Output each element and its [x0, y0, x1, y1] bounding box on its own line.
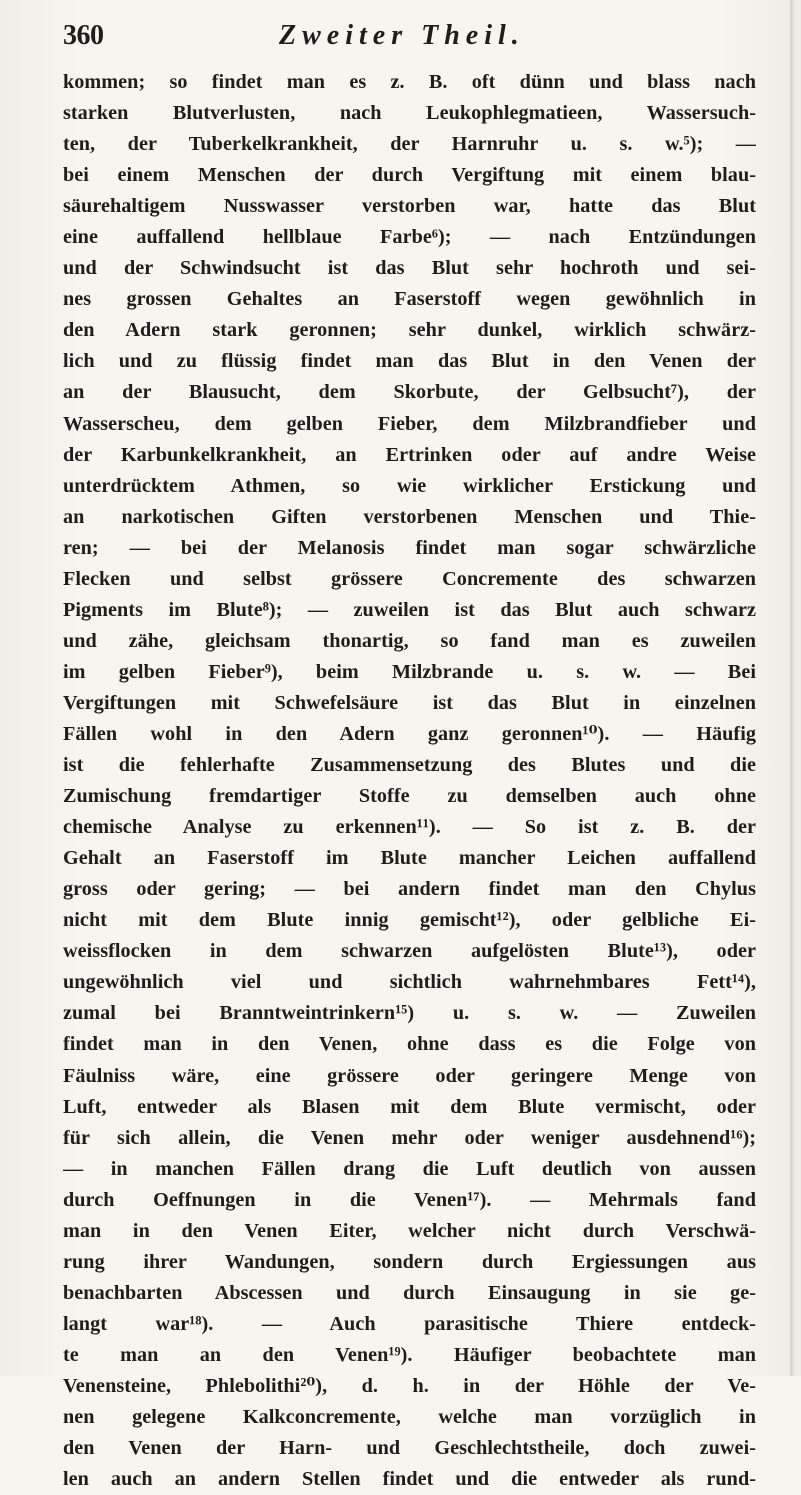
text-line: bei einem Menschen der durch Vergiftung mit einem blau-	[63, 164, 756, 187]
text-line: nen gelegene Kalkconcremente, welche man vorzüglich in	[63, 1406, 756, 1429]
text-line: man in den Venen Eiter, welcher nicht durch Verschwä-	[63, 1219, 756, 1242]
text-line: kommen; so findet man es z. B. oft dünn und blass nach	[63, 71, 756, 93]
page-number: 360	[63, 20, 104, 51]
text-line: nes grossen Gehaltes an Faserstoff wegen gewöhnlich in	[63, 288, 756, 311]
text-line: — in manchen Fällen drang die Luft deutlich von aussen	[63, 1157, 756, 1180]
text-line: Flecken und selbst grössere Concremente des schwarzen	[63, 567, 756, 590]
text-line: und zähe, gleichsam thonartig, so fand man es zuweilen	[63, 629, 756, 652]
text-line: weissflocken in dem schwarzen aufgelösten Blute¹³), oder	[63, 940, 756, 963]
body-text	[63, 67, 756, 1495]
text-line: Luft, entweder als Blasen mit dem Blute vermischt, oder	[63, 1095, 756, 1118]
running-head: Zweiter Theil.	[279, 20, 525, 51]
text-line: unterdrücktem Athmen, so wie wirklicher Erstickung und	[63, 474, 756, 497]
text-line: der Karbunkelkrankheit, an Ertrinken oder auf andre Weise	[63, 443, 756, 466]
text-line: len auch an andern Stellen findet und die entweder als rund-	[63, 1468, 756, 1491]
text-line: eine auffallend hellblaue Farbe⁶); — nach Entzündungen	[63, 226, 756, 249]
text-line: chemische Analyse zu erkennen¹¹). — So ist z. B. der	[63, 816, 756, 839]
text-line: Wasserscheu, dem gelben Fieber, dem Milzbrandfieber und	[63, 412, 756, 435]
text-line: ren; — bei der Melanosis findet man sogar schwärzliche	[63, 536, 756, 559]
text-line: lich und zu flüssig findet man das Blut in den Venen der	[63, 350, 756, 373]
text-line: langt war¹⁸). — Auch parasitische Thiere entdeck-	[63, 1312, 756, 1335]
text-line: rung ihrer Wandungen, sondern durch Ergiessungen aus	[63, 1250, 756, 1273]
text-line: ungewöhnlich viel und sichtlich wahrnehmbares Fett¹⁴),	[63, 971, 756, 994]
text-line: ten, der Tuberkelkrankheit, der Harnruhr u. s. w.⁵); —	[63, 133, 756, 156]
text-line: für sich allein, die Venen mehr oder weniger ausdehnend¹⁶);	[63, 1126, 756, 1149]
text-line: zumal bei Branntweintrinkern¹⁵) u. s. w. — Zuweilen	[63, 1002, 756, 1025]
text-line: den Venen der Harn- und Geschlechtstheile, doch zuwei-	[63, 1437, 756, 1460]
text-line: te man an den Venen¹⁹). Häufiger beobachtete man	[63, 1343, 756, 1366]
text-line: an narkotischen Giften verstorbenen Menschen und Thie-	[63, 505, 756, 528]
text-line: Fällen wohl in den Adern ganz geronnen¹⁰). — Häufig	[63, 722, 756, 745]
text-line: gross oder gering; — bei andern findet man den Chylus	[63, 878, 756, 901]
text-line: Fäulniss wäre, eine grössere oder geringere Menge von	[63, 1064, 756, 1087]
text-line: findet man in den Venen, ohne dass es die Folge von	[63, 1033, 756, 1056]
text-line: im gelben Fieber⁹), beim Milzbrande u. s. w. — Bei	[63, 660, 756, 683]
text-line: nicht mit dem Blute innig gemischt¹²), oder gelbliche Ei-	[63, 909, 756, 932]
text-line: an der Blausucht, dem Skorbute, der Gelbsucht⁷), der	[63, 381, 756, 404]
text-line: benachbarten Abscessen und durch Einsaugung in sie ge-	[63, 1281, 756, 1304]
text-line: Zumischung fremdartiger Stoffe zu demselben auch ohne	[63, 785, 756, 808]
text-line: säurehaltigem Nusswasser verstorben war, hatte das Blut	[63, 195, 756, 218]
text-line: Gehalt an Faserstoff im Blute mancher Leichen auffallend	[63, 847, 756, 870]
page-header	[63, 10, 757, 52]
text-line: Pigments im Blute⁸); — zuweilen ist das Blut auch schwarz	[63, 598, 756, 621]
text-line: Vergiftungen mit Schwefelsäure ist das Blut in einzelnen	[63, 691, 756, 714]
text-line: durch Oeffnungen in die Venen¹⁷). — Mehrmals fand	[63, 1188, 756, 1211]
text-line: den Adern stark geronnen; sehr dunkel, wirklich schwärz-	[63, 319, 756, 342]
text-line: starken Blutverlusten, nach Leukophlegmatieen, Wassersuch-	[63, 102, 756, 125]
text-line: ist die fehlerhafte Zusammensetzung des Blutes und die	[63, 754, 756, 777]
text-line: und der Schwindsucht ist das Blut sehr hochroth und sei-	[63, 257, 756, 280]
text-line: Venensteine, Phlebolithi²⁰), d. h. in der Höhle der Ve-	[63, 1374, 756, 1397]
